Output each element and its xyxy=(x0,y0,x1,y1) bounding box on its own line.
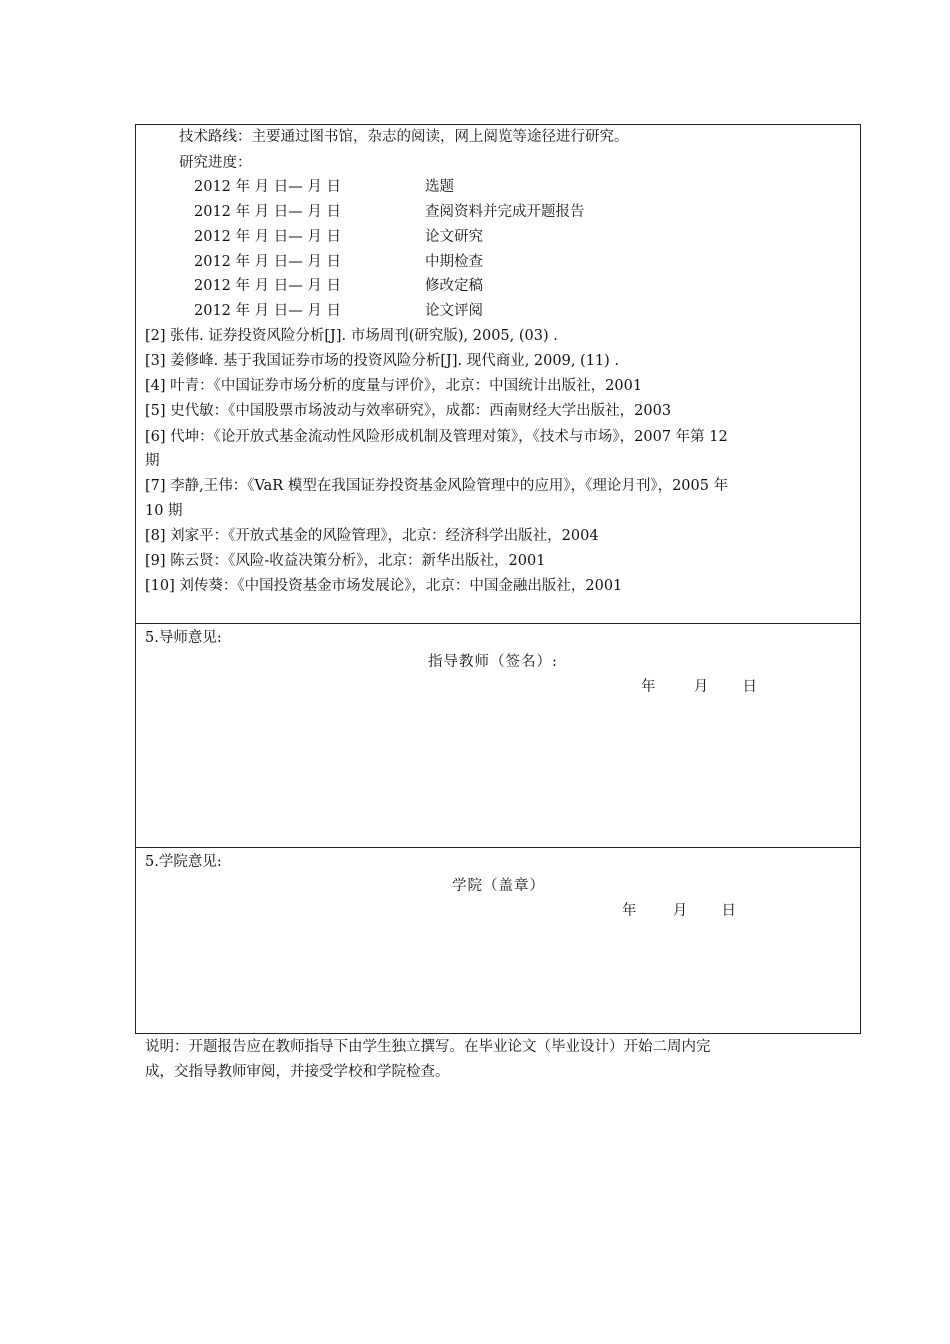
tech-route-text: 技术路线：主要通过图书馆，杂志的阅读，网上阅览等途径进行研究。 xyxy=(179,129,629,145)
advisor-opinion-section xyxy=(136,624,860,848)
reference-item-continued: 10 期 xyxy=(145,503,183,519)
note-line: 说明：开题报告应在教师指导下由学生独立撰写。在毕业论文（毕业设计）开始二周内完 xyxy=(145,1039,711,1055)
reference-item: [9] 陈云贤：《风险-收益决策分析》，北京：新华出版社，2001 xyxy=(145,553,546,569)
reference-item: [2] 张伟. 证券投资风险分析[J]. 市场周刊(研究版), 2005, (03) . xyxy=(145,328,558,344)
note-line: 成，交指导教师审阅，并接受学校和学院检查。 xyxy=(145,1064,450,1080)
reference-item: [7] 李静,王伟：《VaR 模型在我国证券投资基金风险管理中的应用》，《理论月刊》，2005 年 xyxy=(145,478,729,494)
year-label: 年 xyxy=(641,679,657,695)
schedule-task: 论文评阅 xyxy=(425,303,483,319)
year-label: 年 xyxy=(622,903,638,919)
schedule-date: 2012 年 月 日— 月 日 xyxy=(194,179,341,195)
schedule-task: 中期检查 xyxy=(425,254,483,270)
schedule-date: 2012 年 月 日— 月 日 xyxy=(194,204,341,220)
reference-item: [4] 叶青：《中国证券市场分析的度量与评价》，北京：中国统计出版社，2001 xyxy=(145,378,643,394)
schedule-task: 选题 xyxy=(425,179,454,195)
reference-item: [5] 史代敏：《中国股票市场波动与效率研究》，成都：西南财经大学出版社，2003 xyxy=(145,403,672,419)
college-seal-label: 学院（盖章） xyxy=(452,878,545,894)
references-section xyxy=(136,125,860,624)
day-label: 日 xyxy=(721,903,737,919)
schedule-task: 修改定稿 xyxy=(425,278,483,294)
advisor-heading: 5.导师意见: xyxy=(145,630,222,646)
month-label: 月 xyxy=(693,679,710,695)
schedule-task: 论文研究 xyxy=(425,229,483,245)
reference-item: [8] 刘家平：《开放式基金的风险管理》，北京：经济科学出版社，2004 xyxy=(145,528,599,544)
day-label: 日 xyxy=(742,679,758,695)
college-heading: 5.学院意见: xyxy=(145,854,222,870)
college-date-line xyxy=(622,901,737,921)
instruction-note xyxy=(145,1035,825,1085)
reference-item: [6] 代坤：《论开放式基金流动性风险形成机制及管理对策》，《技术与市场》，2007 年第 12 xyxy=(145,429,728,445)
progress-label: 研究进度： xyxy=(179,155,252,171)
reference-item-continued: 期 xyxy=(145,453,160,469)
schedule-date: 2012 年 月 日— 月 日 xyxy=(194,254,341,270)
report-form-table xyxy=(135,124,861,1034)
schedule-date: 2012 年 月 日— 月 日 xyxy=(194,303,341,319)
reference-item: [10] 刘传葵：《中国投资基金市场发展论》，北京：中国金融出版社，2001 xyxy=(145,578,623,594)
schedule-task: 查阅资料并完成开题报告 xyxy=(425,204,585,220)
advisor-signature-label: 指导教师（签名）: xyxy=(428,654,558,670)
college-opinion-section xyxy=(136,848,860,1033)
month-label: 月 xyxy=(672,903,689,919)
reference-item: [3] 姜修峰. 基于我国证券市场的投资风险分析[J]. 现代商业, 2009, (11) . xyxy=(145,353,620,369)
schedule-date: 2012 年 月 日— 月 日 xyxy=(194,229,341,245)
schedule-date: 2012 年 月 日— 月 日 xyxy=(194,278,341,294)
advisor-date-line xyxy=(641,677,758,697)
